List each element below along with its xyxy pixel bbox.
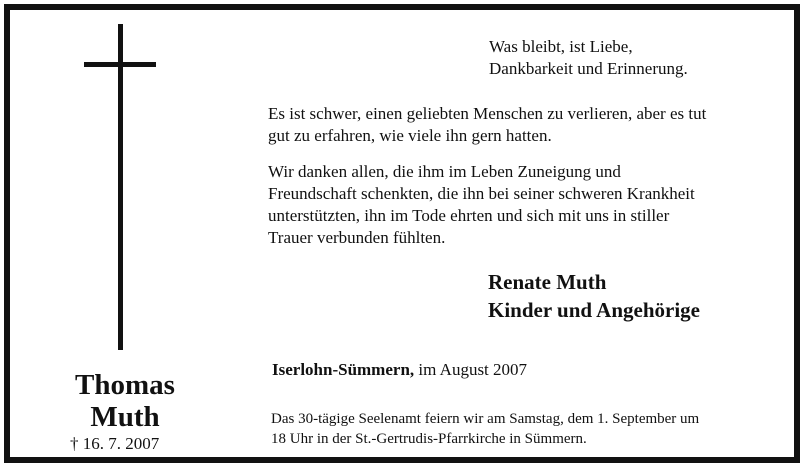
obituary-frame (4, 4, 800, 463)
service-announcement: Das 30-tägige Seelenamt feiern wir am Samstag, dem 1. September um 18 Uhr in der St.-Gertrudis-Pfarrkirche in Sümmern. (271, 411, 700, 447)
quote-text: Was bleibt, ist Liebe, Dankbarkeit und Erinnerung. (489, 37, 688, 78)
deceased-first-name: Thomas (75, 369, 175, 401)
signature-name: Renate Muth (488, 270, 607, 294)
death-date: † 16. 7. 2007 (70, 434, 160, 453)
deceased-last-name: Muth (90, 401, 160, 433)
message-paragraph-2: Wir danken allen, die ihm im Leben Zuneigung und Freundschaft schenkten, die ihn bei seiner schweren Krankheit unterstützten, ihn im Tode ehrten und sich mit uns in stiller Trauer verbunden fühlten. (268, 162, 695, 247)
place-name: Iserlohn-Sümmern, (272, 360, 415, 379)
signature-family: Kinder und Angehörige (488, 298, 700, 322)
cross-icon-bar (84, 62, 156, 67)
date-text: im August 2007 (414, 360, 528, 379)
message-paragraph-1: Es ist schwer, einen geliebten Menschen zu verlieren, aber es tut gut zu erfahren, wie viele ihn gern hatten. (268, 104, 707, 145)
place-and-date (272, 360, 527, 380)
cross-icon (118, 24, 123, 350)
